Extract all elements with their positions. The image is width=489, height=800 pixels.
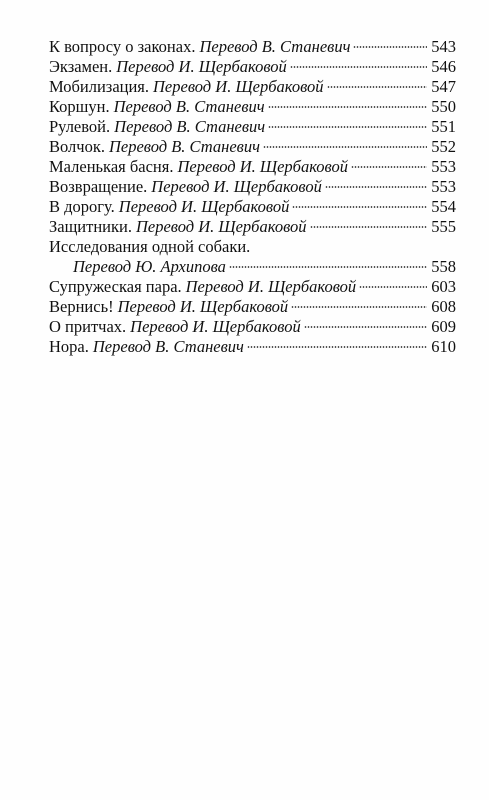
toc-entry-title: Волчок. xyxy=(49,137,105,156)
dot-leader xyxy=(268,125,427,129)
toc-entry-translator: Перевод В. Станевич xyxy=(92,337,244,356)
toc-entry-title: Нора. xyxy=(49,337,89,356)
toc-entry-page: 554 xyxy=(431,197,456,216)
toc-entry xyxy=(49,157,456,177)
toc-entry-translator: Перевод И. Щербаковой xyxy=(118,197,290,216)
toc-entry-page: 551 xyxy=(431,117,456,136)
toc-entry xyxy=(49,177,456,197)
toc-entry-page: 543 xyxy=(431,37,456,56)
toc-entry-translator: Перевод И. Щербаковой xyxy=(153,77,324,96)
toc-entry xyxy=(49,197,456,217)
toc-entry-page: 609 xyxy=(431,317,456,336)
dot-leader xyxy=(353,45,427,49)
toc-entry xyxy=(49,117,456,137)
toc-entry xyxy=(49,317,456,337)
toc-entry-page: 546 xyxy=(431,57,456,76)
toc-entry xyxy=(49,297,456,317)
table-of-contents xyxy=(49,37,456,357)
toc-entry-title: Коршун. xyxy=(49,97,110,116)
toc-entry-translator: Перевод Ю. Архипова xyxy=(73,257,226,276)
dot-leader xyxy=(325,185,427,189)
toc-entry-continuation xyxy=(49,257,456,277)
toc-entry-page: 553 xyxy=(431,157,456,176)
toc-entry xyxy=(49,217,456,237)
dot-leader xyxy=(268,105,427,109)
toc-entry-title: Маленькая басня. xyxy=(49,157,174,176)
dot-leader xyxy=(263,145,427,149)
toc-entry-page: 553 xyxy=(431,177,456,196)
toc-entry-translator: Перевод В. Станевич xyxy=(114,117,266,136)
dot-leader xyxy=(292,205,427,209)
toc-entry-page: 547 xyxy=(431,77,456,96)
toc-entry-translator: Перевод И. Щербаковой xyxy=(151,177,322,196)
toc-entry-title: Мобилизация. xyxy=(49,77,150,96)
dot-leader xyxy=(351,165,427,169)
toc-entry xyxy=(49,337,456,357)
toc-entry-title: О притчах. xyxy=(49,317,127,336)
toc-entry-title: Экзамен. xyxy=(49,57,113,76)
toc-entry xyxy=(49,57,456,77)
toc-entry-translator: Перевод И. Щербаковой xyxy=(135,217,307,236)
toc-entry-translator: Перевод В. Станевич xyxy=(108,137,260,156)
dot-leader xyxy=(291,305,427,309)
toc-entry-translator: Перевод И. Щербаковой xyxy=(185,277,357,296)
toc-entry-translator: Перевод В. Станевич xyxy=(199,37,351,56)
toc-entry xyxy=(49,97,456,117)
toc-entry-translator: Перевод И. Щербаковой xyxy=(177,157,348,176)
toc-entry-multiline-title xyxy=(49,237,456,257)
toc-entry xyxy=(49,77,456,97)
toc-entry-translator: Перевод И. Щербаковой xyxy=(130,317,301,336)
toc-entry-page: 558 xyxy=(431,257,456,276)
toc-entry xyxy=(49,137,456,157)
toc-entry-page: 610 xyxy=(431,337,456,356)
dot-leader xyxy=(247,345,427,349)
dot-leader xyxy=(304,325,427,329)
dot-leader xyxy=(290,65,427,69)
toc-entry xyxy=(49,37,456,57)
toc-entry-title: Исследования одной собаки. xyxy=(49,237,251,256)
toc-entry-title: Супружеская пара. xyxy=(49,277,182,296)
toc-entry-title: К вопросу о законах. xyxy=(49,37,196,56)
toc-entry-title: В дорогу. xyxy=(49,197,115,216)
toc-entry-page: 552 xyxy=(431,137,456,156)
toc-entry-title: Возвращение. xyxy=(49,177,148,196)
dot-leader xyxy=(229,265,427,269)
toc-entry-page: 608 xyxy=(431,297,456,316)
dot-leader xyxy=(359,285,427,289)
toc-entry-translator: Перевод И. Щербаковой xyxy=(116,57,287,76)
toc-entry-page: 555 xyxy=(431,217,456,236)
toc-entry-page: 550 xyxy=(431,97,456,116)
dot-leader xyxy=(310,225,427,229)
toc-entry-title: Рулевой. xyxy=(49,117,111,136)
dot-leader xyxy=(327,85,427,89)
toc-entry-page: 603 xyxy=(431,277,456,296)
toc-entry xyxy=(49,277,456,297)
toc-entry-title: Вернись! xyxy=(49,297,114,316)
toc-entry-translator: Перевод В. Станевич xyxy=(113,97,265,116)
toc-entry-translator: Перевод И. Щербаковой xyxy=(117,297,289,316)
toc-entry-title: Защитники. xyxy=(49,217,132,236)
